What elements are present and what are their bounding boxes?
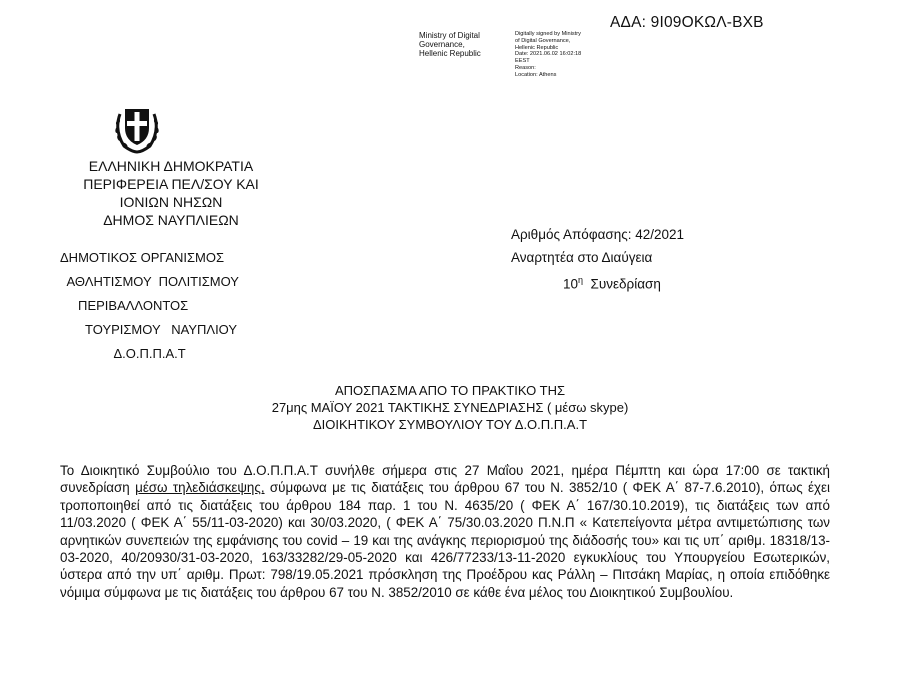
- signature-signer-line: Ministry of Digital: [419, 31, 480, 40]
- session-number: 10: [563, 276, 579, 292]
- session-line: [511, 269, 684, 296]
- signature-detail-line: EEST: [515, 58, 530, 65]
- posting-note: Αναρτητέα στο Διαύγεια: [511, 250, 653, 265]
- org-sub-line: ΔΗΜΟΤΙΚΟΣ ΟΡΓΑΝΙΣΜΟΣ: [60, 250, 225, 265]
- org-line: ΙΟΝΙΩΝ ΝΗΣΩΝ: [119, 194, 223, 210]
- signature-signer-line: Hellenic Republic: [419, 49, 481, 58]
- body-text-part-2: σύμφωνα με τις διατάξεις του άρθρου 67 του Ν. 3852/10 ( ΦΕΚ Α΄ 87-7.6.2010), όπως έχει τροποποιηθεί από τις διατάξεις του άρθρου 184 παρ. 1 του Ν. 4635/20 ( ΦΕΚ Α΄ 167/30.10.2019), τις διατάξεις των από 11/03.2020 ( ΦΕΚ Α΄ 55/11-03-2020) και 30/03.2020, ( ΦΕΚ Α΄ 75/30.03.2020 Π.Ν.Π « Κατεπείγοντα μέτρα αντιμετώπισης των αρνητικών συνεπειών της εμφάνισης του covid – 19 και της ανάγκης περιορισμού της διάδοσής του» και τις υπ΄ αριθμ. 18318/13-03-2020, 40/20930/31-03-2020, 163/33282/29-05-2020 και 426/77233/13-11-2020 εγκυκλίους του Υπουργείου Εσωτερικών, ύστερα από την υπ΄ αριθμ. Πρωτ: 798/19.05.2021 πρόσκληση της Προέδρου κας Ράλλη – Πιτσάκη Μαρίας, η οποία επιδόθηκε νόμιμα σύμφωνα με τις διατάξεις του άρθρου 67 του Ν. 3852/2010 σε κάθε ένα μέλος του Διοικητικού Συμβουλίου.: [60, 480, 830, 600]
- decision-info: [511, 223, 684, 296]
- body-paragraph: [60, 462, 830, 601]
- title-line-2: 27μης ΜΑΪΟΥ 2021 ΤΑΚΤΙΚΗΣ ΣΥΝΕΔΡΙΑΣΗΣ ( μέσω skype): [271, 400, 629, 415]
- signature-signer: [419, 31, 509, 58]
- org-sub-line: ΑΘΛΗΤΙΣΜΟΥ ΠΟΛΙΤΙΣΜΟΥ: [60, 274, 239, 289]
- signature-detail-line: Location: Athens: [515, 71, 557, 78]
- session-superscript: η: [578, 275, 584, 285]
- org-line: ΔΗΜΟΣ ΝΑΥΠΛΙΕΩΝ: [103, 212, 239, 228]
- signature-detail-line: Date: 2021.06.02 16:02:18: [515, 51, 582, 58]
- signature-signer-line: Governance,: [419, 40, 465, 49]
- greek-coat-of-arms-icon: [110, 100, 164, 154]
- signature-details: [515, 31, 625, 79]
- signature-detail-line: Hellenic Republic: [515, 44, 559, 51]
- decision-number: Αριθμός Απόφασης: 42/2021: [511, 227, 685, 242]
- org-sub-line: ΤΟΥΡΙΣΜΟΥ ΝΑΥΠΛΙΟΥ: [60, 322, 238, 337]
- organization-subheader: [60, 246, 260, 366]
- signature-detail-line: Reason:: [515, 64, 536, 71]
- org-line: ΕΛΛΗΝΙΚΗ ΔΗΜΟΚΡΑΤΙΑ: [88, 158, 254, 174]
- org-line: ΠΕΡΙΦΕΡΕΙΑ ΠΕΛ/ΣΟΥ ΚΑΙ: [83, 176, 259, 192]
- signature-detail-line: of Digital Governance,: [515, 37, 571, 44]
- org-sub-line: Δ.Ο.Π.Π.Α.Τ: [60, 346, 186, 361]
- signature-detail-line: Digitally signed by Ministry: [515, 31, 581, 37]
- title-line-3: ΔΙΟΙΚΗΤΙΚΟΥ ΣΥΜΒΟΥΛΙΟΥ ΤΟΥ Δ.Ο.Π.Π.Α.Τ: [312, 417, 588, 432]
- ada-code: ΑΔΑ: 9Ι09ΟΚΩΛ-ΒΧΒ: [610, 14, 764, 31]
- org-sub-line: ΠΕΡΙΒΑΛΛΟΝΤΟΣ: [60, 298, 189, 313]
- body-text-part-1: Το Διοικητικό Συμβούλιο του Δ.Ο.Π.Π.Α.Τ συνήλθε σήμερα στις 27 Μαΐου 2021, ημέρα Πέμπτη και ώρα 17:00 σε τακτική συνεδρίαση: [60, 463, 830, 496]
- body-text-underlined: μέσω τηλεδιάσκεψης,: [135, 480, 265, 496]
- organization-header: [60, 157, 282, 229]
- title-line-1: ΑΠΟΣΠΑΣΜΑ ΑΠΟ ΤΟ ΠΡΑΚΤΙΚΟ ΤΗΣ: [334, 383, 566, 398]
- document-title: [120, 382, 780, 433]
- session-label: Συνεδρίαση: [583, 276, 661, 292]
